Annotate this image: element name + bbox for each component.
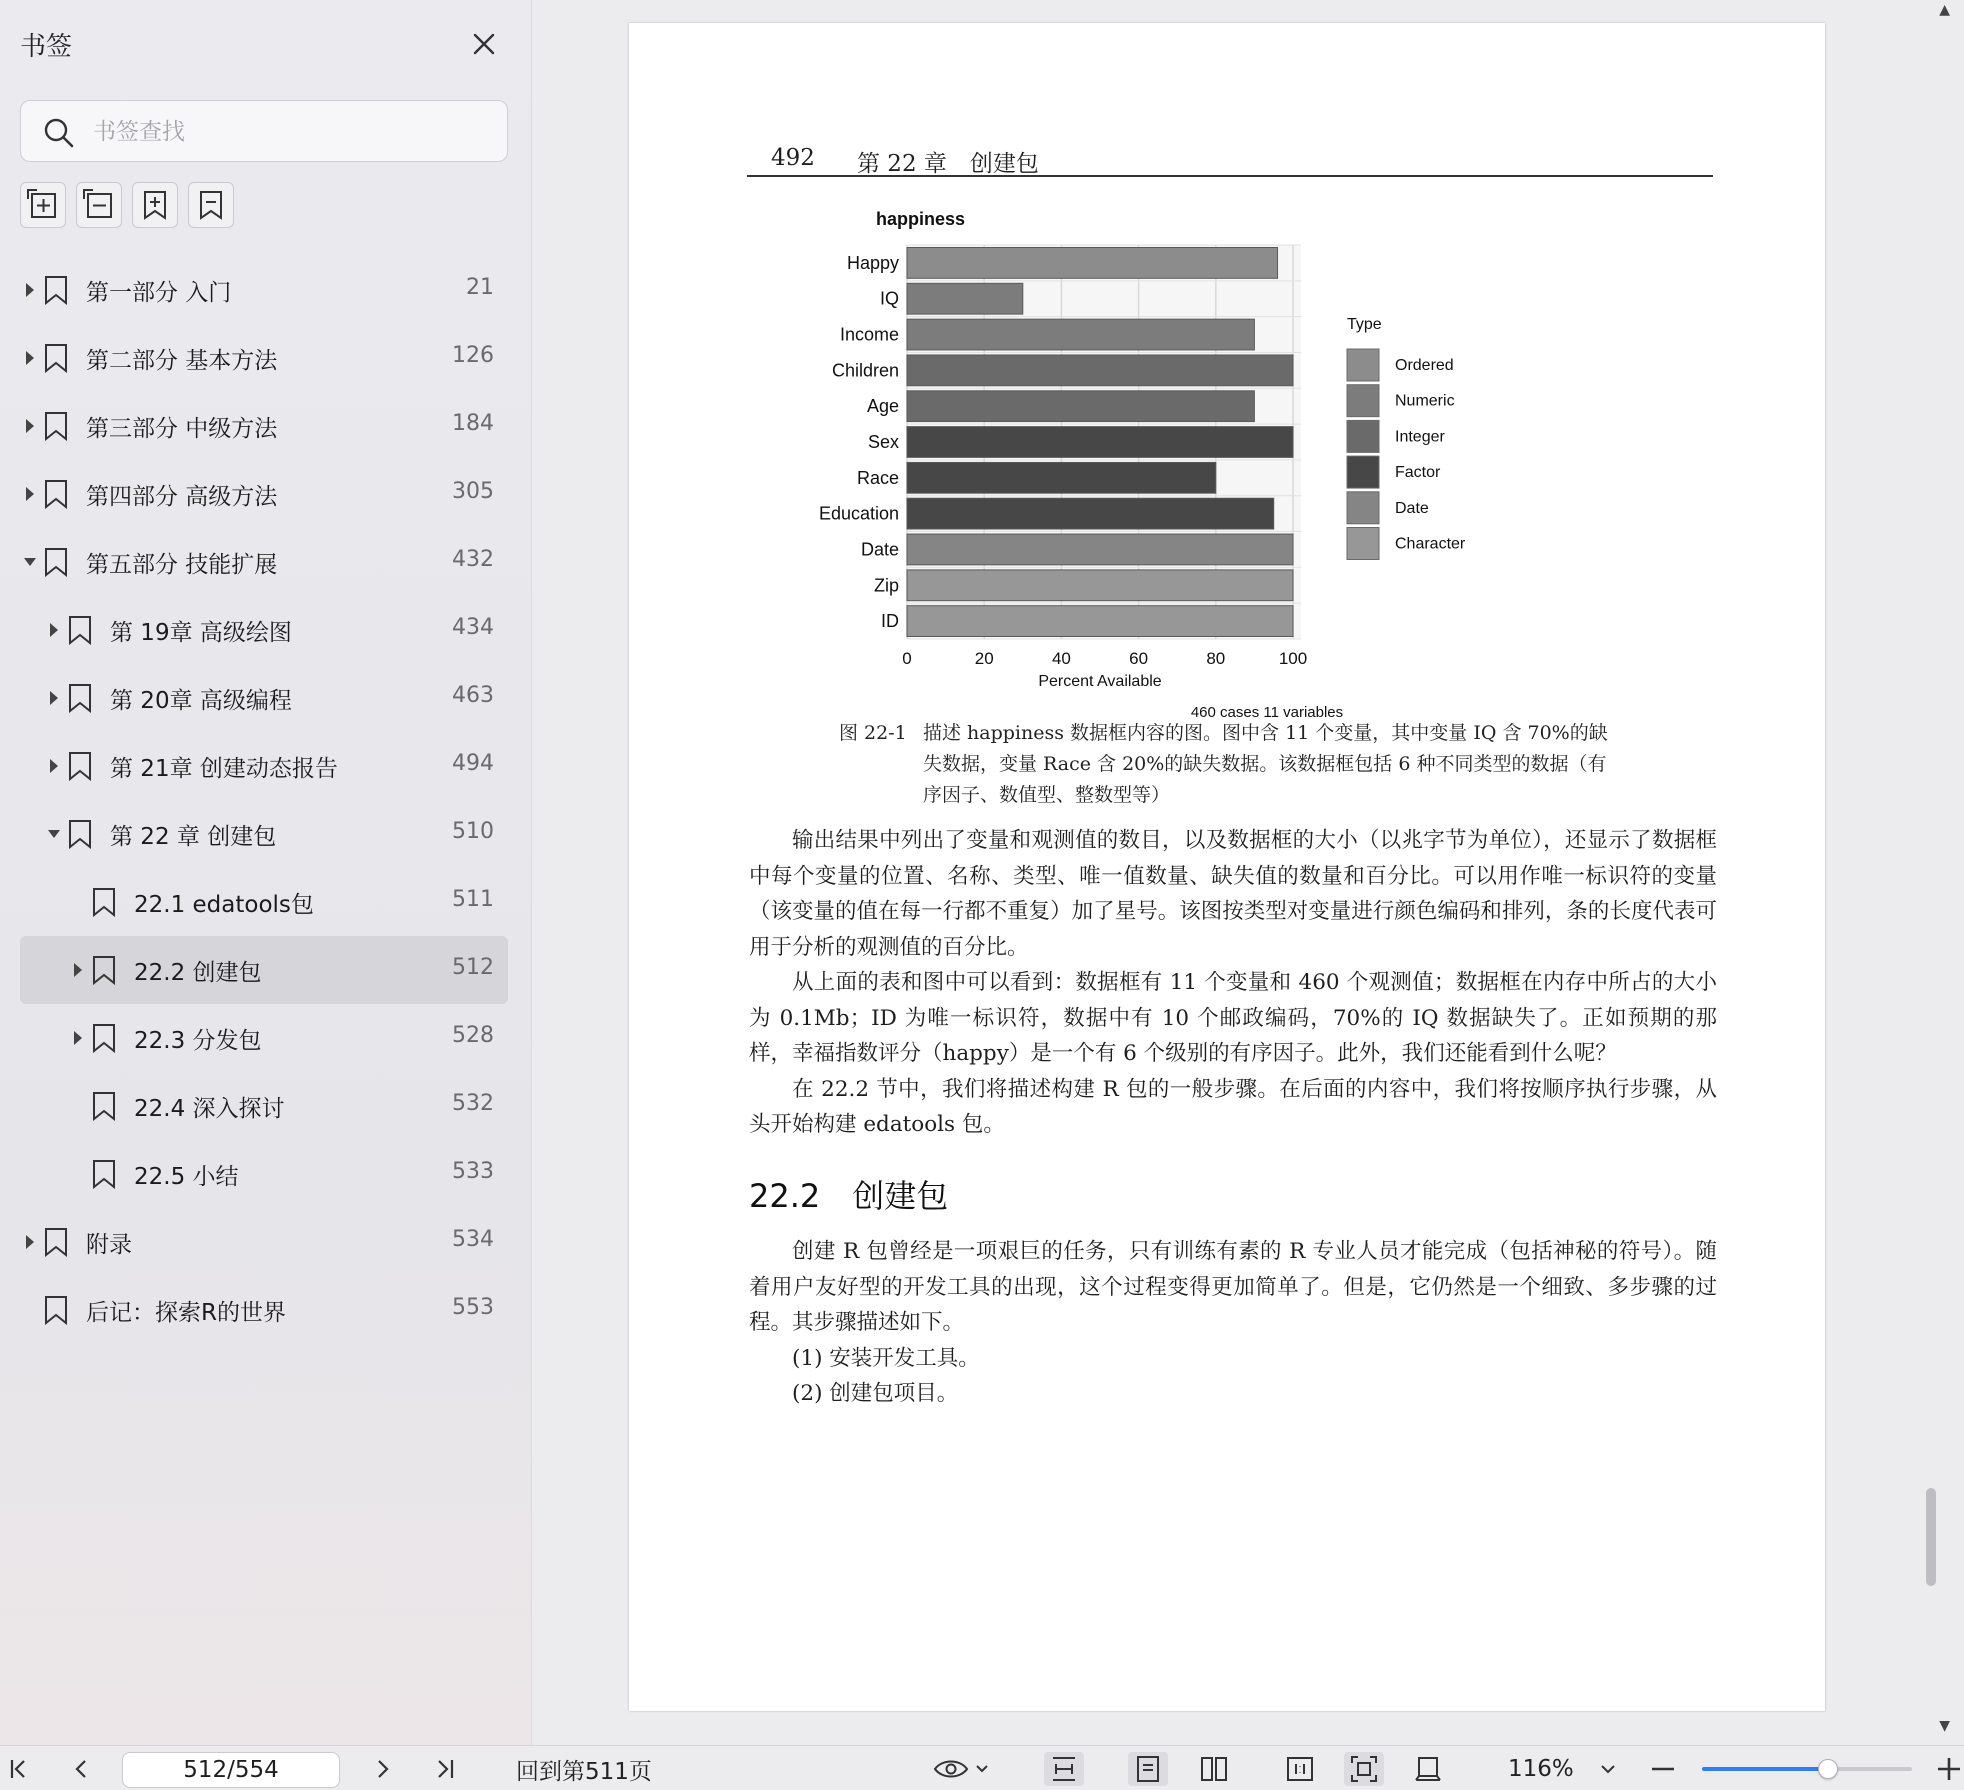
expand-triangle-right-icon[interactable]: [46, 689, 62, 707]
page-number: 492: [771, 145, 815, 171]
panel-title: 书签: [20, 32, 73, 62]
bookmark-item-s22-5[interactable]: [20, 1140, 508, 1208]
happiness-chart: [779, 183, 1599, 723]
last-page-icon[interactable]: [432, 1752, 458, 1786]
chart-title: happiness: [876, 209, 966, 229]
category-label: Children: [831, 360, 899, 381]
bookmark-label: 第 21章 创建动态报告: [110, 756, 338, 782]
bookmark-page: 184: [452, 411, 494, 436]
bookmark-item-part3[interactable]: [20, 392, 508, 460]
zoom-slider-knob[interactable]: [1818, 1759, 1838, 1779]
bookmark-icon: [68, 683, 92, 713]
bookmark-item-part5[interactable]: [20, 528, 508, 596]
paragraph: 从上面的表和图中可以看到：数据框有 11 个变量和 460 个观测值；数据框在内存中所占的大小为 0.1Mb；ID 为唯一标识符，数据中有 10 个邮政编码，70%的 IQ 数据缺失了。正如预期的那样，幸福指数评分（happy）是一个有 6 个级别的有序因子。此外，我们还能看到什么呢？: [749, 970, 1717, 1066]
paragraph: 在 22.2 节中，我们将描述构建 R 包的一般步骤。在后面的内容中，我们将按顺序执行步骤，从头开始构建 edatools 包。: [749, 1076, 1717, 1137]
back-to-page-button[interactable]: 回到第511页: [516, 1758, 652, 1785]
section-body: [749, 1234, 1717, 1412]
bar: [907, 606, 1293, 637]
legend-swatch: [1347, 349, 1379, 381]
fit-width-icon[interactable]: [1044, 1752, 1084, 1786]
bookmark-item-appendix[interactable]: [20, 1208, 508, 1276]
bookmark-page: 432: [452, 547, 494, 572]
bookmark-label: 后记：探索R的世界: [86, 1300, 286, 1326]
expand-triangle-right-icon[interactable]: [70, 1029, 86, 1047]
bookmark-icon: [68, 751, 92, 781]
legend-swatch: [1347, 456, 1379, 488]
bookmark-item-afterword[interactable]: [20, 1276, 508, 1344]
bookmark-page: 528: [452, 1023, 494, 1048]
section-heading: 22.2 创建包: [749, 1177, 949, 1215]
bookmark-label: 22.3 分发包: [134, 1028, 262, 1054]
expand-triangle-right-icon[interactable]: [22, 417, 38, 435]
bookmark-item-part2[interactable]: [20, 324, 508, 392]
expand-triangle-right-icon[interactable]: [22, 1233, 38, 1251]
bookmark-page: 126: [452, 343, 494, 368]
bookmark-icon: [92, 1091, 116, 1121]
step-item: (2) 创建包项目。: [792, 1381, 959, 1406]
rotate-page-icon[interactable]: [1408, 1752, 1448, 1786]
add-bookmark-icon[interactable]: [132, 182, 178, 228]
bookmark-item-ch20[interactable]: [20, 664, 508, 732]
bookmark-label: 22.2 创建包: [134, 960, 262, 986]
bookmark-item-s22-4[interactable]: [20, 1072, 508, 1140]
legend-label: Integer: [1395, 428, 1445, 446]
bookmark-icon: [44, 1227, 68, 1257]
bookmark-page: 532: [452, 1091, 494, 1116]
bookmark-icon: [44, 343, 68, 373]
bookmark-page: 534: [452, 1227, 494, 1252]
x-axis-label: Percent Available: [1038, 673, 1162, 690]
bar: [907, 570, 1293, 601]
bookmark-icon: [44, 411, 68, 441]
bookmark-page: 510: [452, 819, 494, 844]
legend-title: Type: [1347, 316, 1382, 333]
figure-caption-text: 描述 happiness 数据框内容的图。图中含 11 个变量，其中变量 IQ 含 70%的缺失数据，变量 Race 含 20%的缺失数据。该数据框包括 6 种不同类型的数据（有序因子、数值型、整数型等）: [923, 722, 1608, 806]
bookmark-page: 512: [452, 955, 494, 980]
bookmark-icon: [92, 1023, 116, 1053]
zoom-dropdown-icon[interactable]: [1596, 1752, 1620, 1786]
legend-swatch: [1347, 385, 1379, 417]
close-icon[interactable]: [468, 28, 500, 60]
previous-page-icon[interactable]: [68, 1752, 94, 1786]
bar: [907, 248, 1278, 279]
bookmark-label: 第 19章 高级绘图: [110, 620, 292, 646]
bookmark-label: 第 20章 高级编程: [110, 688, 292, 714]
scrollbar-thumb[interactable]: [1926, 1488, 1936, 1586]
bookmark-label: 第 22 章 创建包: [110, 824, 277, 850]
figure-label: 图 22-1: [839, 722, 907, 744]
view-mode-icon[interactable]: [932, 1752, 992, 1786]
search-icon: [43, 117, 75, 149]
bookmark-tree: [20, 256, 508, 1344]
bar: [907, 462, 1216, 493]
bookmark-label: 第一部分 入门: [86, 280, 232, 306]
zoom-level[interactable]: 116%: [1508, 1756, 1574, 1782]
search-box[interactable]: [20, 100, 508, 162]
expand-triangle-right-icon[interactable]: [46, 621, 62, 639]
zoom-slider[interactable]: [1702, 1767, 1912, 1771]
legend-label: Factor: [1395, 464, 1441, 482]
bookmark-icon: [92, 1159, 116, 1189]
next-page-icon[interactable]: [370, 1752, 396, 1786]
bookmark-page: 434: [452, 615, 494, 640]
bookmark-label: 第五部分 技能扩展: [86, 552, 278, 578]
bookmark-page: 553: [452, 1295, 494, 1320]
document-viewer[interactable]: [533, 0, 1964, 1745]
category-label: Sex: [867, 432, 899, 452]
collapse-all-icon[interactable]: [76, 182, 122, 228]
legend-swatch: [1347, 528, 1379, 560]
bookmark-label: 第二部分 基本方法: [86, 348, 278, 374]
legend-swatch: [1347, 492, 1379, 524]
x-tick-label: 40: [1051, 649, 1071, 668]
single-page-icon[interactable]: [1128, 1752, 1168, 1786]
zoom-in-icon[interactable]: [1934, 1752, 1964, 1786]
legend-label: Date: [1395, 499, 1429, 517]
legend-label: Character: [1395, 535, 1466, 553]
legend-swatch: [1347, 420, 1379, 452]
paragraph: 输出结果中列出了变量和观测值的数目，以及数据框的大小（以兆字节为单位），还显示了数据框中每个变量的位置、名称、类型、唯一值数量、缺失值的数量和百分比。可以用作唯一标识符的变量（该变量的值在每一行都不重复）加了星号。该图按类型对变量进行颜色编码和排列，条的长度代表可用于分析的观测值的百分比。: [749, 828, 1717, 960]
search-input[interactable]: [93, 113, 483, 151]
bar: [907, 391, 1254, 422]
chapter-title: 第 22 章 创建包: [857, 151, 1039, 177]
bookmark-icon: [44, 275, 68, 305]
bookmark-page: 533: [452, 1159, 494, 1184]
bookmark-item-s22-1[interactable]: [20, 868, 508, 936]
step-item: (1) 安装开发工具。: [792, 1345, 980, 1371]
scroll-down-arrow-icon[interactable]: ▼: [1939, 1718, 1950, 1734]
actual-size-icon[interactable]: [1280, 1752, 1320, 1786]
category-label: Education: [818, 503, 899, 524]
bar: [907, 427, 1293, 458]
bookmark-label: 第三部分 中级方法: [86, 416, 278, 442]
scroll-up-arrow-icon[interactable]: ▲: [1939, 2, 1950, 18]
expand-triangle-right-icon[interactable]: [22, 281, 38, 299]
zoom-slider-fill: [1702, 1767, 1828, 1771]
bookmark-label: 22.1 edatools包: [134, 892, 314, 918]
bookmark-page: 511: [452, 887, 494, 912]
category-label: Race: [856, 467, 899, 488]
x-tick-label: 100: [1278, 649, 1308, 668]
bookmark-item-ch22[interactable]: [20, 800, 508, 868]
bar: [907, 534, 1293, 565]
bar: [907, 498, 1274, 529]
category-label: Zip: [873, 575, 899, 596]
bookmark-icon: [68, 615, 92, 645]
bookmark-page: 21: [466, 275, 494, 300]
bookmark-item-s22-3[interactable]: [20, 1004, 508, 1072]
expand-triangle-right-icon[interactable]: [46, 757, 62, 775]
bookmark-label: 第四部分 高级方法: [86, 484, 278, 510]
two-page-icon[interactable]: [1194, 1752, 1234, 1786]
expand-all-icon[interactable]: [20, 182, 66, 228]
legend-label: Ordered: [1395, 357, 1454, 374]
x-tick-label: 20: [974, 649, 994, 668]
bookmark-item-ch21[interactable]: [20, 732, 508, 800]
bookmark-label: 22.4 深入探讨: [134, 1096, 285, 1122]
bookmark-item-ch19[interactable]: [20, 596, 508, 664]
chart-footnote: 460 cases 11 variables: [1190, 704, 1344, 721]
expand-triangle-down-icon[interactable]: [22, 553, 38, 571]
bookmark-item-s22-2[interactable]: [20, 936, 508, 1004]
first-page-icon[interactable]: [6, 1752, 32, 1786]
bookmark-item-part1[interactable]: [20, 256, 508, 324]
body-text: [749, 823, 1717, 1143]
bookmark-icon: [92, 955, 116, 985]
zoom-out-icon[interactable]: [1648, 1752, 1678, 1786]
category-label: Happy: [846, 252, 899, 273]
bookmark-icon: [68, 819, 92, 849]
x-tick-label: 80: [1206, 649, 1226, 668]
bar: [907, 319, 1254, 350]
expand-triangle-right-icon[interactable]: [22, 349, 38, 367]
category-label: IQ: [879, 288, 899, 309]
bar: [907, 355, 1293, 386]
page-number-field[interactable]: 512/554: [122, 1752, 340, 1788]
bookmark-page: 463: [452, 683, 494, 708]
bookmark-icon: [44, 547, 68, 577]
bookmark-icon: [44, 479, 68, 509]
bookmark-page: 494: [452, 751, 494, 776]
paragraph: 创建 R 包曾经是一项艰巨的任务，只有训练有素的 R 专业人员才能完成（包括神秘的符号）。随着用户友好型的开发工具的出现，这个过程变得更加简单了。但是，它仍然是一个细致、多步骤的过程。其步骤描述如下。: [749, 1239, 1717, 1335]
legend-label: Numeric: [1395, 392, 1455, 410]
bookmark-icon: [44, 1295, 68, 1325]
running-head: [747, 125, 1713, 177]
category-label: ID: [881, 611, 899, 632]
category-label: Age: [866, 396, 899, 417]
document-page: [629, 23, 1825, 1711]
status-bar: [0, 1745, 1964, 1790]
expand-triangle-right-icon[interactable]: [70, 961, 86, 979]
bookmark-item-part4[interactable]: [20, 460, 508, 528]
bookmark-icon: [92, 887, 116, 917]
bookmark-page: 305: [452, 479, 494, 504]
x-tick-label: 60: [1129, 649, 1149, 668]
bookmarks-panel: [0, 0, 532, 1745]
x-tick-label: 0: [902, 649, 912, 668]
figure-caption: [839, 718, 1639, 811]
bar: [907, 283, 1023, 314]
expand-triangle-down-icon[interactable]: [46, 825, 62, 843]
category-label: Income: [839, 324, 899, 345]
bookmark-toolbar: [20, 182, 234, 228]
bookmark-label: 22.5 小结: [134, 1164, 239, 1190]
bookmark-label: 附录: [86, 1232, 132, 1258]
remove-bookmark-icon[interactable]: [188, 182, 234, 228]
fit-page-icon[interactable]: [1344, 1752, 1384, 1786]
expand-triangle-right-icon[interactable]: [22, 485, 38, 503]
category-label: Date: [860, 539, 899, 560]
